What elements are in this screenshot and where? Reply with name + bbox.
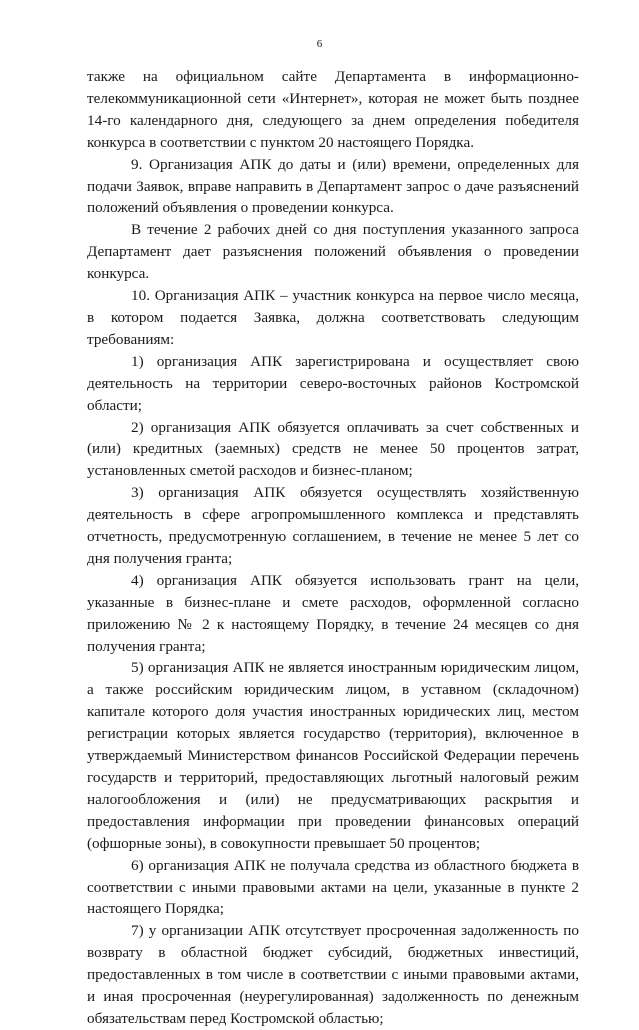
requirement-5: 5) организация АПК не является иностранным юридическим лицом, а также российским юридическим лицом, в уставном (складочном) капитале которого доля участия иностранных юридических лиц, местом регистрации которых является государство (территория), включенное в утверждаемый Министерством финансов Российской Федерации перечень государств и территорий, предоставляющих льготный налоговый режим налогообложения и (или) не предусматривающих раскрытия и предоставления информации при проведении финансовых операций (офшорные зоны), в совокупности превышает 50 процентов; [87, 659, 579, 852]
page-number: 6 [316, 38, 323, 50]
paragraph-continuation: также на официальном сайте Департамента в информационно-телекоммуникационной сети «Интернет», которая не может быть позднее 14-го календарного дня, следующего за днем определения победителя конкурса в соответствии с пунктом 20 настоящего Порядка. [87, 68, 579, 151]
paragraph-item-10: 10. Организация АПК – участник конкурса на первое число месяца, в котором подается Заявка, должна соответствовать следующим требованиям: [87, 287, 579, 348]
requirement-2: 2) организация АПК обязуется оплачивать за счет собственных и (или) кредитных (заемных) средств не менее 50 процентов затрат, установленных сметой расходов и бизнес-планом; [87, 418, 579, 480]
requirement-3: 3) организация АПК обязуется осуществлять хозяйственную деятельность в сфере агропромышленного комплекса и представлять отчетность, предусмотренную соглашением, в течение не менее 5 лет со дня получения гранта; [87, 484, 579, 567]
document-body [87, 66, 579, 1030]
requirement-7: 7) у организации АПК отсутствует просроченная задолженность по возврату в областной бюджет субсидий, бюджетных инвестиций, предоставленных в том числе в соответствии с иными правовыми актами, и иная просроченная (неурегулированная) задолженность по денежным обязательствам перед Костромской областью; [87, 922, 579, 1027]
paragraph-clarification-term: В течение 2 рабочих дней со дня поступления указанного запроса Департамент дает разъяснения положений объявления о проведении конкурса. [87, 221, 579, 283]
requirement-1: 1) организация АПК зарегистрирована и осуществляет свою деятельность на территории северо-восточных районов Костромской области; [87, 352, 579, 414]
paragraph-item-9: 9. Организация АПК до даты и (или) времени, определенных для подачи Заявок, вправе направить в Департамент запрос о даче разъяснений положений объявления о проведении конкурса. [87, 155, 579, 217]
requirement-6: 6) организация АПК не получала средства из областного бюджета в соответствии с иными правовыми актами на цели, указанные в пункте 2 настоящего Порядка; [87, 856, 579, 918]
requirement-4: 4) организация АПК обязуется использовать грант на цели, указанные в бизнес-плане и смете расходов, оформленной согласно приложению № 2 к настоящему Порядку, в течение 24 месяцев со дня получения гранта; [87, 571, 579, 655]
